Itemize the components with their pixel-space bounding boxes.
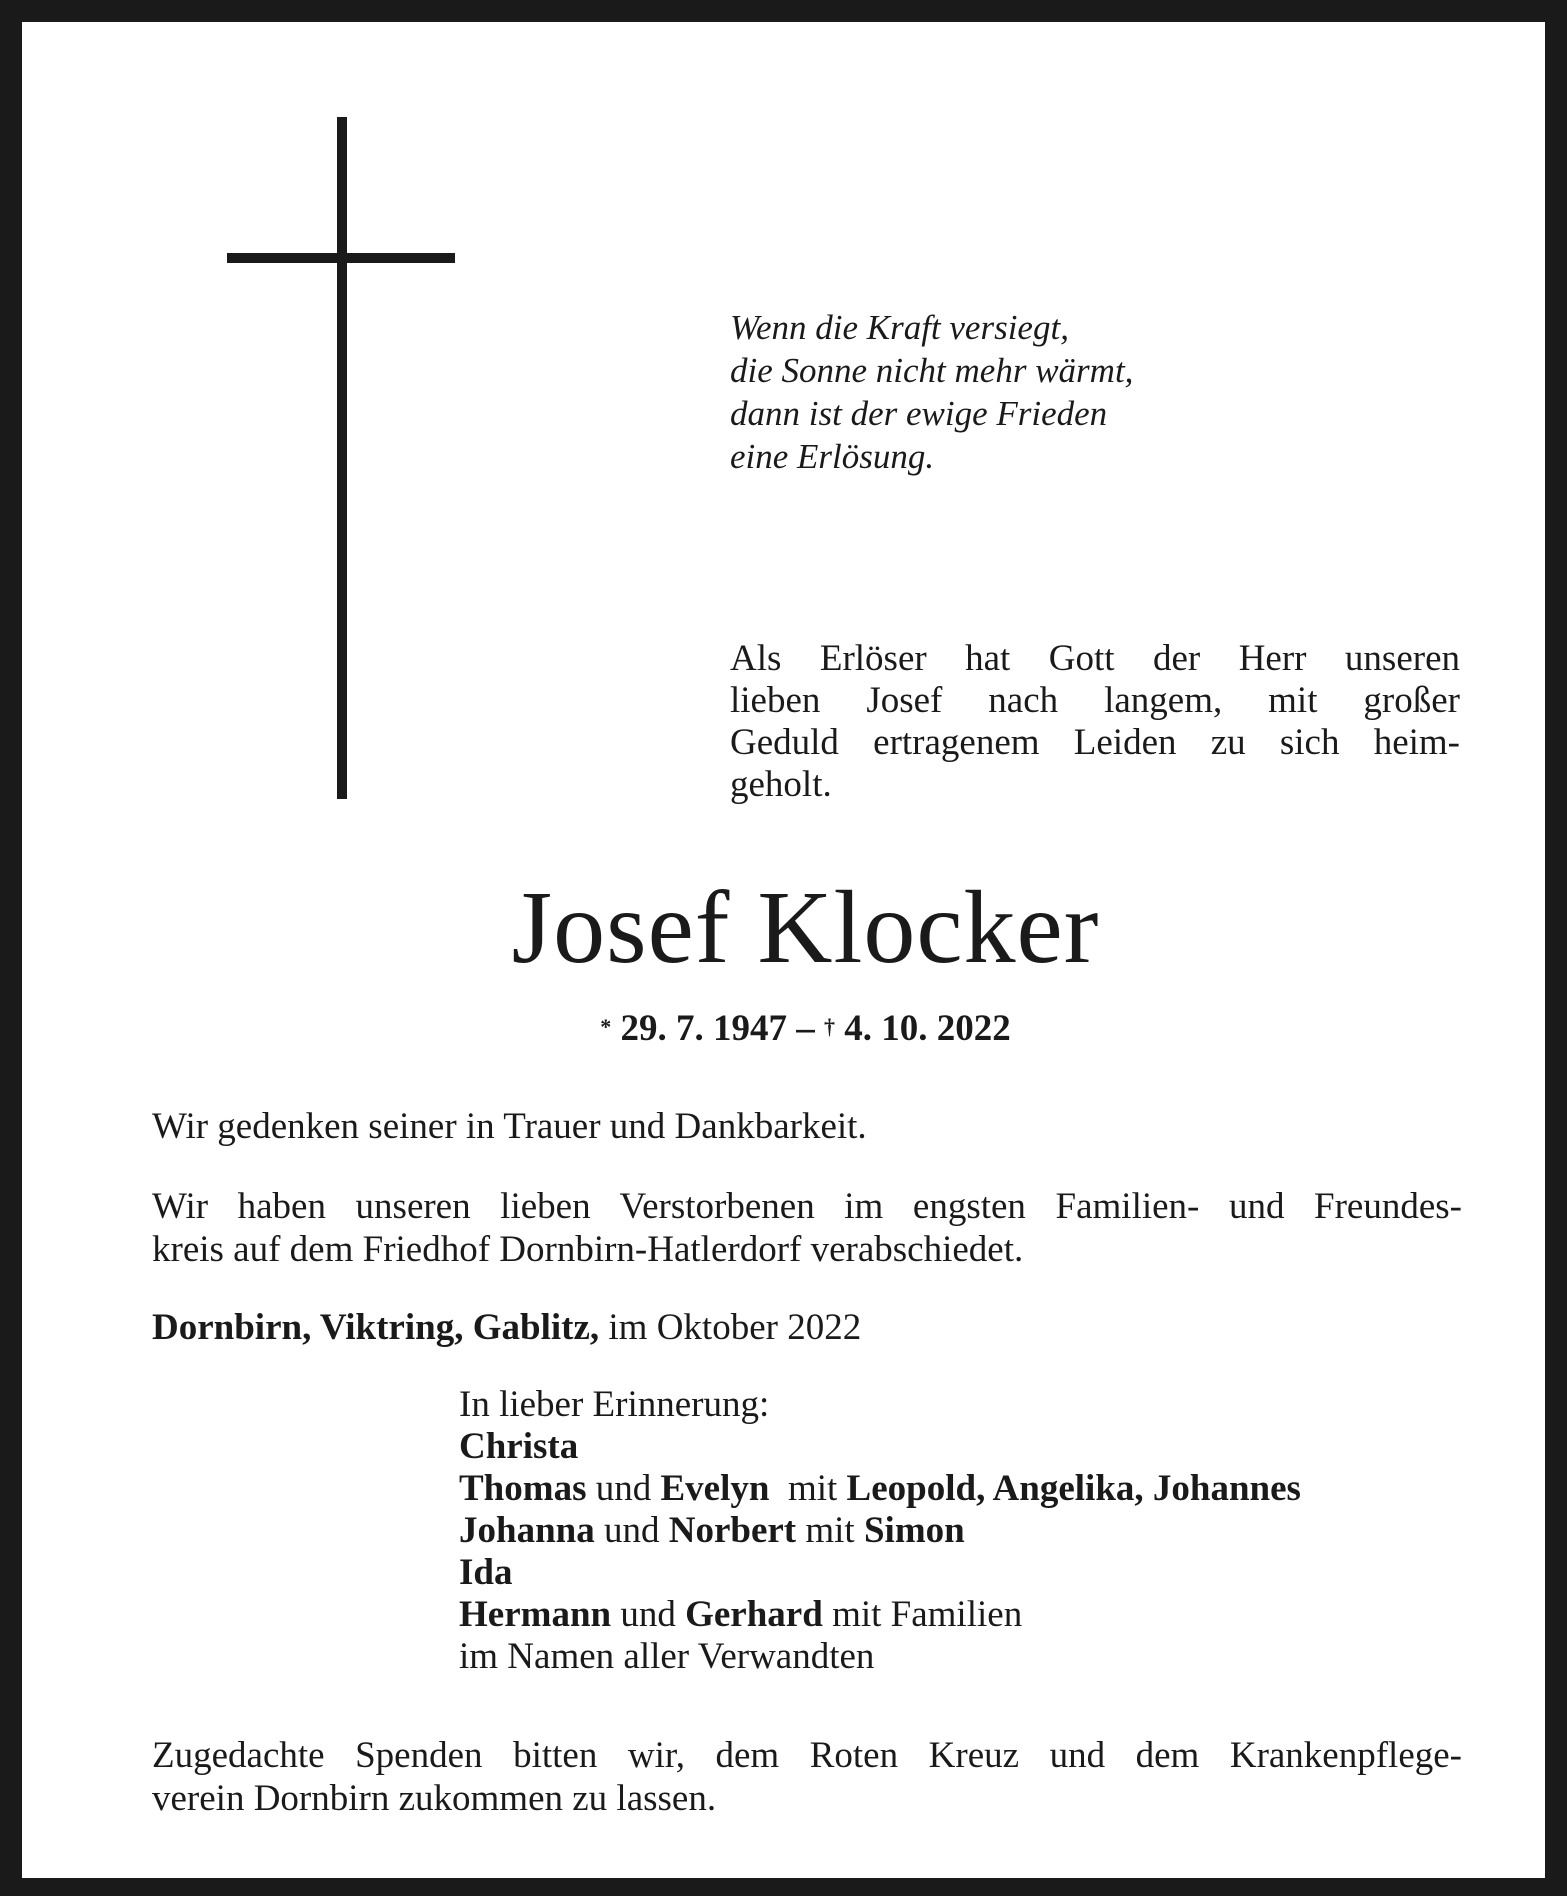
mourner-name: Norbert (668, 1510, 797, 1551)
intro-line: Als Erlöser hat Gott der Herr unseren (730, 638, 1460, 679)
donation-line: verein Dornbirn zukommen zu lassen. (152, 1778, 717, 1819)
deceased-name: Josef Klocker (511, 870, 1100, 985)
birth-date: 29. 7. 1947 (620, 1008, 787, 1049)
intro-line: Geduld ertragenem Leiden zu sich heim- (730, 722, 1460, 763)
intro-line: geholt. (730, 764, 832, 805)
mourner-names: Leopold, Angelika, Johannes (846, 1468, 1301, 1509)
connector: mit (787, 1468, 838, 1509)
death-date: 4. 10. 2022 (844, 1008, 1011, 1049)
poem-line: dann ist der ewige Frieden (730, 394, 1108, 433)
mourners-heading: In lieber Erinnerung: (459, 1384, 770, 1425)
death-symbol: † (824, 1014, 835, 1039)
place-date-line (152, 1306, 1462, 1349)
intro-line: lieben Josef nach langem, mit großer (730, 680, 1460, 721)
connector: und (603, 1510, 660, 1551)
mourner-name: Ida (459, 1552, 513, 1593)
cross-icon-horizontal-bar (227, 253, 455, 263)
poem (730, 306, 1290, 478)
connector: und (620, 1594, 676, 1635)
mourners-list (459, 1384, 1469, 1678)
month-year: im Oktober 2022 (608, 1307, 862, 1348)
mourner-line (459, 1594, 1469, 1636)
mourner-name: Simon (863, 1510, 965, 1551)
remembrance-text (152, 1105, 1462, 1148)
mourner-line: im Namen aller Verwandten (459, 1636, 875, 1677)
farewell-paragraph (152, 1185, 1462, 1271)
donation-paragraph (152, 1734, 1462, 1820)
mourner-line (459, 1468, 1469, 1510)
donation-line: Zugedachte Spenden bitten wir, dem Roten Kreuz und dem Krankenpflege- (152, 1735, 1462, 1776)
farewell-line: Wir haben unseren lieben Verstorbenen im engsten Familien- und Freundes- (152, 1186, 1462, 1227)
places: Dornbirn, Viktring, Gablitz, (152, 1307, 600, 1348)
remembrance-line: Wir gedenken seiner in Trauer und Dankbarkeit. (152, 1106, 867, 1147)
mourner-name: Gerhard (685, 1594, 823, 1635)
cross-icon-vertical-bar (337, 117, 347, 799)
connector: und (595, 1468, 652, 1509)
mourner-line (459, 1552, 1469, 1594)
intro-paragraph (730, 638, 1460, 806)
mourner-name: Johanna (459, 1510, 595, 1551)
life-dates (22, 1007, 1567, 1051)
birth-symbol: * (600, 1014, 612, 1039)
connector: mit Familien (832, 1594, 1023, 1635)
poem-line: Wenn die Kraft versiegt, (730, 308, 1069, 347)
connector: mit (805, 1510, 855, 1551)
mourner-name: Hermann (459, 1594, 612, 1635)
mourner-line (459, 1510, 1469, 1552)
mourner-line (459, 1426, 1469, 1468)
mourner-name: Christa (459, 1426, 579, 1467)
date-separator: – (796, 1008, 815, 1049)
poem-line: die Sonne nicht mehr wärmt, (730, 351, 1134, 390)
farewell-line: kreis auf dem Friedhof Dornbirn-Hatlerdorf verabschiedet. (152, 1229, 1024, 1270)
mourner-name: Thomas (459, 1468, 587, 1509)
mourner-name: Evelyn (660, 1468, 770, 1509)
poem-line: eine Erlösung. (730, 437, 935, 476)
